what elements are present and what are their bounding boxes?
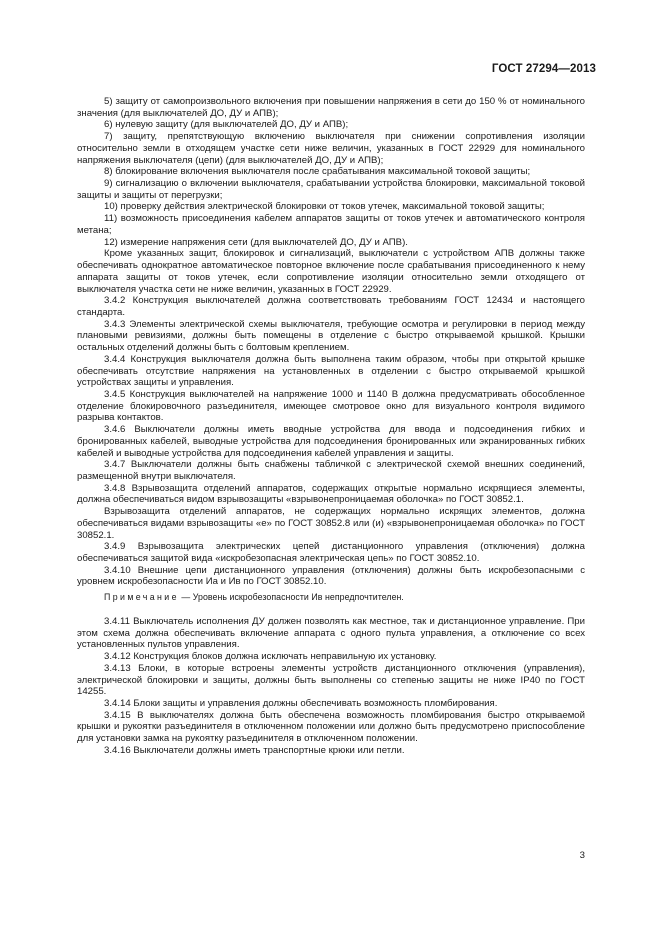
paragraph: 3.4.3 Элементы электрической схемы выключателя, требующие осмотра и регулировки в период между плановыми ревизиями, должны быть помещены в отделение с быстро открываемой крышкой. Крышки остальных отделений должны быть с болтовым креплением. (77, 318, 585, 354)
page-number: 3 (579, 850, 585, 861)
paragraph: 3.4.8 Взрывозащита отделений аппаратов, содержащих открытые нормально искрящиеся элементы, должна обеспечиваться видом взрывозащиты «взрывонепроницаемая оболочка» по ГОСТ 30852.1. (77, 482, 585, 506)
paragraph: 3.4.12 Конструкция блоков должна исключать неправильную их установку. (104, 651, 437, 663)
paragraph: 11) возможность присоединения кабелем аппаратов защиты от токов утечек и автоматического контроля метана; (77, 213, 585, 236)
paragraph: 9) сигнализацию о включении выключателя, срабатывании устройства блокировки, максимальной токовой защиты и защиты от перегрузки; (77, 178, 585, 201)
paragraph: 3.4.6 Выключатели должны иметь вводные устройства для ввода и подсоединения гибких и бронированных кабелей, выводные устройства для подсоединения бронированных или экранированных гибких кабелей и выводные устройства для подсоединения кабелей управления и защиты. (77, 424, 585, 459)
paragraph: 3.4.5 Конструкция выключателей на напряжение 1000 и 1140 В должна предусматривать обособленное отделение блокировочного разъединителя, имеющее смотровое окно для визуального контроля видимого разрыва контактов. (77, 388, 585, 424)
paragraph: 5) защиту от самопроизвольного включения при повышении напряжения в сети до 150 % от номинального значения (для выключателей ДО, ДУ и АПВ); (77, 96, 585, 119)
paragraph: 3.4.14 Блоки защиты и управления должны обеспечивать возможность пломбирования. (104, 697, 498, 709)
paragraph: 3.4.16 Выключатели должны иметь транспортные крюки или петли. (104, 744, 405, 756)
document-code: ГОСТ 27294—2013 (491, 63, 596, 75)
paragraph: 3.4.13 Блоки, в которые встроены элементы устройств дистанционного отключения (управления), электрической блокировки и защиты, должны быть выполнены со степенью защиты не ниже IP40 по ГОСТ 14255. (77, 662, 585, 698)
paragraph: 10) проверку действия электрической блокировки от токов утечек, максимальной токовой защиты; (104, 201, 545, 213)
paragraph: 3.4.4 Конструкция выключателя должна быть выполнена таким образом, чтобы при открытой крышке обеспечивать отсутствие напряжения на установленных в отделении с быстро открываемой крышкой устройствах защиты и управления. (77, 353, 585, 389)
paragraph: Кроме указанных защит, блокировок и сигнализаций, выключатели с устройством АПВ должны также обеспечивать однократное автоматическое повторное включение после срабатывания присоединенного к нему аппарата защиты от токов утечек, если сопротивление изоляции относительно земли отходящего от выключателя участка сети не ниже величин, указанных в ГОСТ 22929. (77, 248, 585, 295)
body-text (77, 96, 585, 757)
paragraph: 3.4.15 В выключателях должна быть обеспечена возможность пломбирования быстро открываемой крышки и рукоятки разъединителя в отключенном положении или должно быть предусмотрено приспособление для установки замка на рукоятку разъединителя в отключенном положении. (77, 709, 585, 745)
paragraph: 3.4.7 Выключатели должны быть снабжены табличкой с электрической схемой внешних соединений, размещенной внутри выключателя. (77, 459, 585, 482)
note (77, 592, 585, 604)
paragraph: 3.4.9 Взрывозащита электрических цепей дистанционного управления (отключения) должна обеспечиваться защитой вида «искробезопасная электрическая цепь» по ГОСТ 30852.10. (77, 541, 585, 565)
paragraph: Взрывозащита отделений аппаратов, не содержащих нормально искрящих элементов, должна обеспечиваться видами взрывозащиты «е» по ГОСТ 30852.8 или (и) «взрывонепроницаемая оболочка» по ГОСТ 30852.1. (77, 506, 585, 541)
note-text: — Уровень искробезопасности Ив непредпочтителен. (178, 592, 404, 603)
paragraph: 6) нулевую защиту (для выключателей ДО, ДУ и АПВ); (104, 119, 349, 131)
paragraph: 3.4.11 Выключатель исполнения ДУ должен позволять как местное, так и дистанционное управление. При этом схема должна обеспечивать включение аппарата с одного пульта управления, а отключение со всех установленных пультов управления. (77, 615, 585, 651)
paragraph: 8) блокирование включения выключателя после срабатывания максимальной токовой защиты; (104, 166, 531, 178)
paragraph: 3.4.10 Внешние цепи дистанционного управления (отключения) должны быть искробезопасными с уровнем искробезопасности Иа и Ив по ГОСТ 30852.10. (77, 564, 585, 588)
paragraph: 3.4.2 Конструкция выключателей должна соответствовать требованиям ГОСТ 12434 и настоящего стандарта. (77, 295, 585, 318)
note-label: Примечание (104, 592, 179, 603)
paragraph: 12) измерение напряжения сети (для выключателей ДО, ДУ и АПВ). (104, 236, 408, 248)
paragraph: 7) защиту, препятствующую включению выключателя при снижении сопротивления изоляции относительно земли в отходящем участке сети ниже величин, указанных в ГОСТ 22929 для номинального напряжения выключателя (цепи) (для выключателей ДО, ДУ и АПВ); (77, 131, 585, 166)
